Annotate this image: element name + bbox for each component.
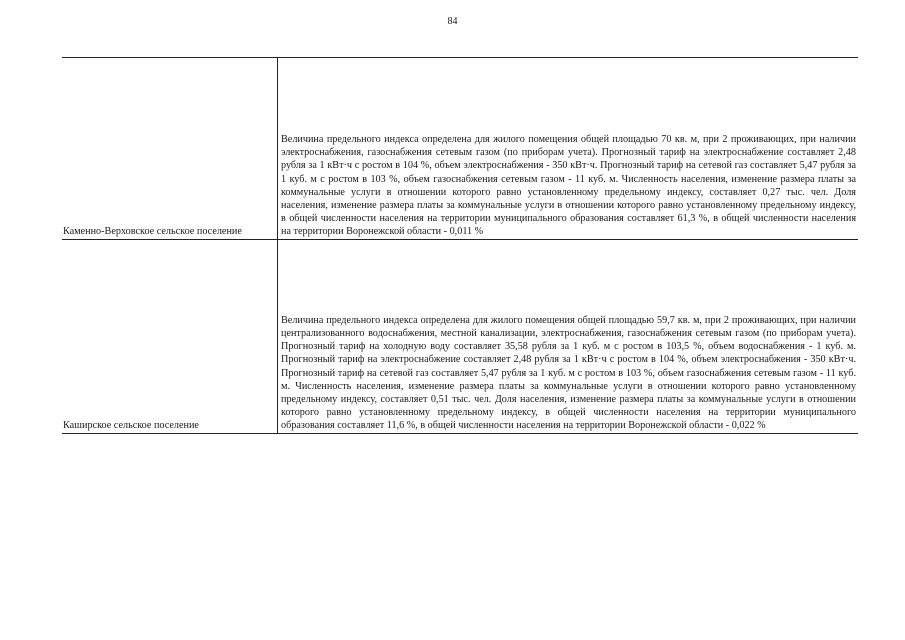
index-description: Величина предельного индекса определена для жилого помещения общей площадью 59,7 кв. м, при 2 проживающих, при наличии централизованного водоснабжения, местной канализации, электроснабжения, газоснабжения сетевым газом (по приборам учета). Прогнозный тариф на холодную воду составляет 35,58 рубля за 1 куб. м с ростом в 103,5 %, объем водоснабжения - 1 куб. м. Прогнозный тариф на электроснабжение составляет 2,48 рубля за 1 кВт·ч с ростом в 104 %, объем электроснабжения - 350 кВт·ч. Прогнозный тариф на сетевой газ составляет 5,47 рубля за 1 куб. м с ростом в 103 %, объем газоснабжения сетевым газом - 11 куб. м. Численность населения, изменение размера платы за коммунальные услуги в отношении которого равно установленному предельному индексу, составляет 0,51 тыс. чел. Доля населения, изменение размера платы за коммунальные услуги в отношении которого равно установленному предельному индексу, в общей численности населения на территории муниципального образования составляет 11,6 %, в общей численности населения на территории Воронежской области - 0,022 % <box>281 315 856 431</box>
municipality-name: Каменно-Верховское сельское поселение <box>63 226 242 237</box>
table-row <box>62 57 858 239</box>
page-number: 84 <box>447 16 458 27</box>
index-description: Величина предельного индекса определена для жилого помещения общей площадью 70 кв. м, при 2 проживающих, при наличии электроснабжения, газоснабжения сетевым газом (по приборам учета). Прогнозный тариф на электроснабжение составляет 2,48 рубля за 1 кВт·ч с ростом в 104 %, объем электроснабжения - 350 кВт·ч. Прогнозный тариф на сетевой газ составляет 5,47 рубля за 1 куб. м с ростом в 103 %, объем газоснабжения сетевым газом - 11 куб. м. Численность населения, изменение размера платы за коммунальные услуги в отношении которого равно установленному предельному индексу, составляет 0,27 тыс. чел. Доля населения, изменение размера платы за коммунальные услуги в отношении которого равно установленному предельному индексу, в общей численности населения на территории муниципального образования составляет 61,3 %, в общей численности населения на территории Воронежской области - 0,011 % <box>281 134 856 237</box>
description-cell <box>277 58 858 239</box>
table-row <box>62 239 858 434</box>
municipality-cell <box>62 240 277 433</box>
description-cell <box>277 240 858 433</box>
municipality-name: Каширское сельское поселение <box>63 420 199 431</box>
municipality-cell <box>62 58 277 239</box>
index-table <box>62 57 858 434</box>
